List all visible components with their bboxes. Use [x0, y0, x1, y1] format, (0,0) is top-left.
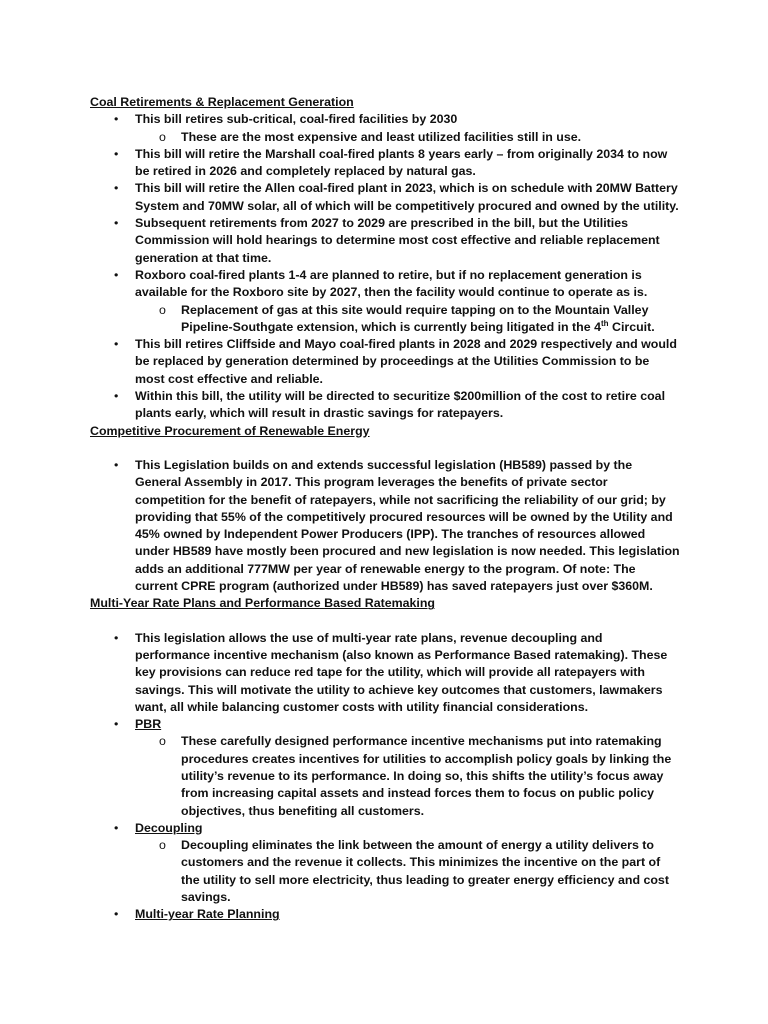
bullet-marker: • [114, 820, 119, 835]
bullet-marker: • [114, 267, 119, 282]
bullet-marker: • [114, 181, 119, 196]
section-coal-retirements [0, 94, 768, 423]
sub-bullet-item: o These are the most expensive and least utilized facilities still in use. [0, 129, 681, 146]
sub-bullet-marker: o [159, 838, 166, 853]
sub-bullet-marker: o [159, 129, 166, 144]
bullet-marker: • [114, 337, 119, 352]
bullet-marker: • [114, 389, 119, 404]
section-heading: Coal Retirements & Replacement Generation [90, 95, 354, 109]
bullet-item-decoupling: • Decoupling [0, 820, 680, 837]
bullet-item: • Subsequent retirements from 2027 to 2029 are prescribed in the bill, but the Utilities Commission will hold hearings to determine most cost effective and reliable replacement generation at that time. [114, 216, 660, 265]
sub-bullet-item: o These carefully designed performance incentive mechanisms put into ratemaking procedures creates incentives for utilities to accomplish policy goals by linking the utility’s revenue to its performance. In doing so, this shifts the utility’s focus away from increasing capital assets and instead forces them to focus on public policy objectives, thus benefiting all customers. [159, 734, 672, 818]
bullet-marker: • [114, 907, 119, 922]
section-heading: Multi-Year Rate Plans and Performance Based Ratemaking [90, 596, 435, 611]
bullet-item: • This bill retires Cliffside and Mayo coal-fired plants in 2028 and 2029 respectively and would be replaced by generation determined by proceedings at the Utilities Commission to be most cost effective and reliable. [114, 337, 677, 386]
section-heading: Competitive Procurement of Renewable Energy [90, 423, 370, 438]
bullet-item: • This bill will retire the Marshall coal-fired plants 8 years early – from originally 2034 to now be retired in 2026 and completely replaced by natural gas. [114, 146, 668, 179]
bullet-marker: • [114, 717, 119, 732]
section-competitive-procurement [0, 423, 768, 596]
bullet-item: • Within this bill, the utility will be directed to securitize $200million of the cost to retire coal plants early, which will result in drastic savings for ratepayers. [114, 389, 666, 421]
bullet-marker: • [114, 146, 119, 161]
bullet-marker: • [114, 216, 119, 231]
bullet-marker: • [114, 457, 119, 472]
bullet-item: • This bill retires sub-critical, coal-fired facilities by 2030 [0, 111, 680, 128]
bullet-item: • Roxboro coal-fired plants 1-4 are planned to retire, but if no replacement generation is available for the Roxboro site by 2027, then the facility would continue to operate as is. [114, 267, 648, 300]
section-multi-year-rate-plans [0, 595, 768, 923]
sub-bullet-item: o Decoupling eliminates the link between the amount of energy a utility delivers to customers and the revenue it collects. This minimizes the incentive on the part of the utility to sell more electricity, thus leading to greater energy efficiency and cost savings. [159, 838, 669, 905]
sub-bullet-item: o Replacement of gas at this site would require tapping on to the Mountain Valley Pipeline-Southgate extension, which is currently being litigated in the 4th Circuit. [159, 302, 655, 334]
bullet-item: • This legislation allows the use of multi-year rate plans, revenue decoupling and performance incentive mechanism (also known as Performance Based ratemaking). These key provisions can reduce red tape for the utility, which will provide all ratepayers with savings. This will motivate the utility to achieve key outcomes that customers, lawmakers want, all while balancing customer costs with utility financial considerations. [114, 630, 668, 714]
sub-bullet-marker: o [159, 734, 166, 749]
bullet-item: • This bill will retire the Allen coal-fired plant in 2023, which is on schedule with 20MW Battery System and 70MW solar, all of which will be competitively procured and owned by the utility. [114, 181, 679, 213]
bullet-item-multi-year-rate-planning: • Multi-year Rate Planning [0, 906, 680, 923]
bullet-marker: • [114, 112, 119, 127]
sub-bullet-marker: o [159, 302, 166, 317]
bullet-item-pbr: • PBR [0, 716, 680, 733]
bullet-marker: • [114, 630, 119, 645]
bullet-item: • This Legislation builds on and extends successful legislation (HB589) passed by the General Assembly in 2017. This program leverages the benefits of private sector competition for the benefit of ratepayers, while not sacrificing the reliability of our grid; by providing that 55% of the competitively procured resources will be owned by the Utility and 45% owned by Independent Power Producers (IPP). The tranches of resources allowed under HB589 have mostly been procured and new legislation is now needed. This legislation adds an additional 777MW per year of renewable energy to the program. Of note: The current CPRE program (authorized under HB589) has saved ratepayers just over $360M. [114, 457, 680, 594]
